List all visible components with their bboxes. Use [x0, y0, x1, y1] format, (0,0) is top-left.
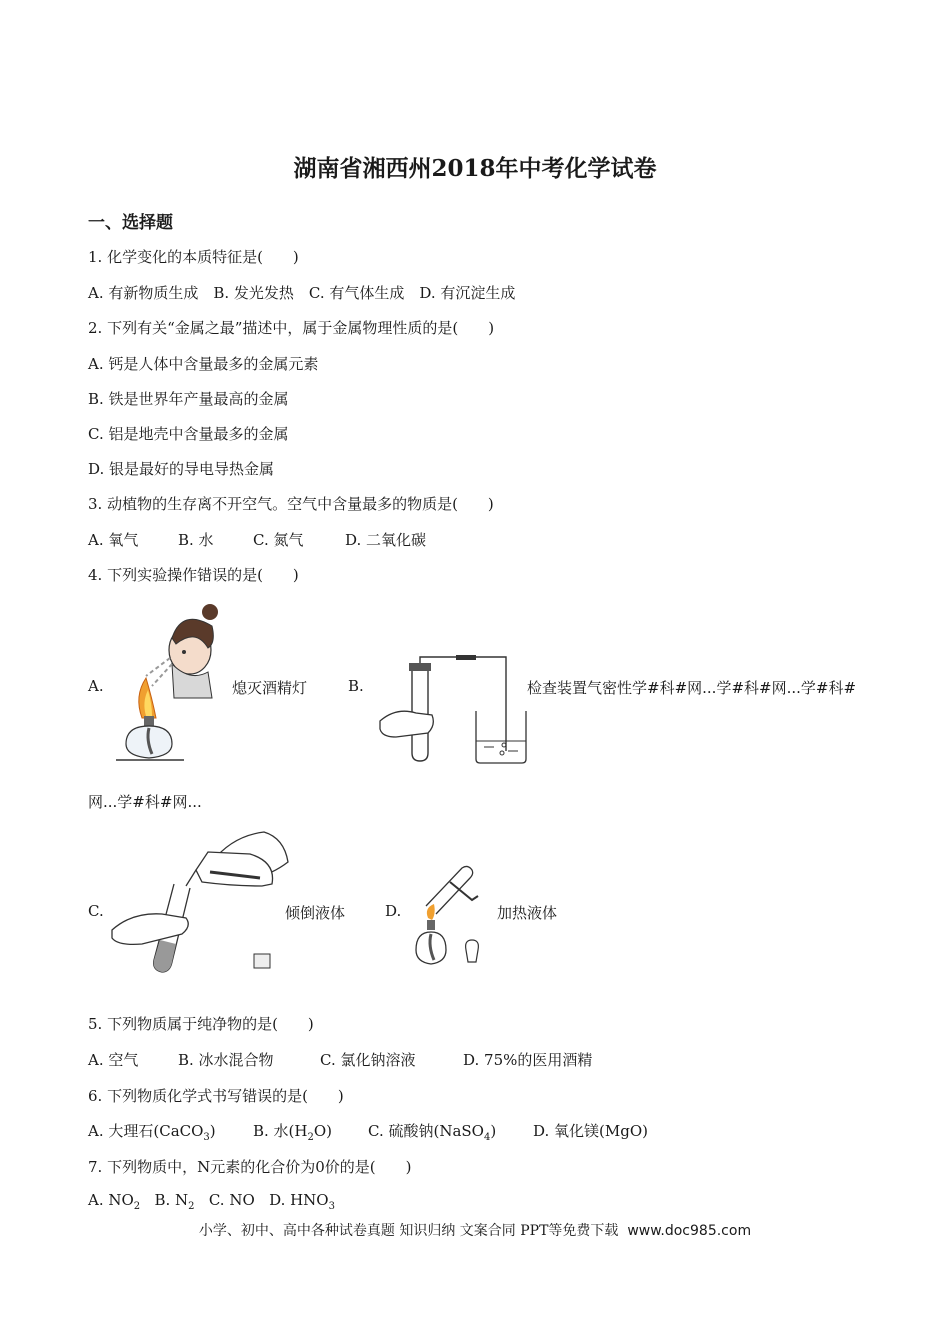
question-7-stem: 7. 下列物质中，N元素的化合价为0价的是( ): [88, 1158, 412, 1176]
question-6-option-a-end: ): [209, 1122, 216, 1140]
question-3-option-c: C. 氮气: [253, 531, 304, 549]
question-4-stem: 4. 下列实验操作错误的是( ): [88, 566, 299, 584]
section-heading: 一、选择题: [88, 213, 173, 233]
question-3-option-a: A. 氧气: [88, 531, 139, 549]
question-4-option-a-letter: A.: [88, 677, 104, 695]
question-6-option-b-end: O): [313, 1122, 333, 1140]
alcohol-lamp-blowing-illustration: [112, 598, 224, 766]
subscript: 3: [328, 1201, 335, 1212]
question-6-option-c: [368, 1120, 496, 1143]
question-4-option-d-text: 加热液体: [497, 904, 558, 922]
question-5-option-b: B. 冰水混合物: [178, 1051, 274, 1069]
question-6-option-a: [88, 1120, 216, 1143]
subscript: 2: [188, 1201, 195, 1212]
question-5-stem: 5. 下列物质属于纯净物的是( ): [88, 1015, 314, 1033]
question-3-option-b: B. 水: [178, 531, 214, 549]
question-2-stem: 2. 下列有关“金属之最”描述中，属于金属物理性质的是( ): [88, 319, 495, 337]
question-4-option-b-text-continued: 网...学#科#网...: [88, 793, 202, 811]
question-3-option-d: D. 二氧化碳: [345, 531, 427, 549]
question-6-option-a-text: A. 大理石(CaCO: [88, 1122, 204, 1140]
subscript: 4: [483, 1132, 491, 1143]
question-7-option-c: C. NO: [208, 1191, 255, 1209]
question-6-option-c-end: ): [490, 1122, 497, 1140]
question-4-option-c-text: 倾倒液体: [285, 904, 346, 922]
question-7-option-a: A. NO: [88, 1191, 134, 1209]
page-title: 湖南省湘西州2018年中考化学试卷: [293, 155, 657, 182]
question-4-option-b-text: 检查装置气密性学#科#网...学#科#网...学#科#: [527, 679, 857, 697]
subscript: 3: [203, 1132, 210, 1143]
question-7-options: [88, 1191, 335, 1212]
footer-url[interactable]: www.doc985.com: [627, 1223, 752, 1239]
question-7-option-b: B. N: [154, 1191, 189, 1209]
question-6-stem: 6. 下列物质化学式书写错误的是( ): [88, 1087, 344, 1105]
heating-liquid-illustration: [410, 862, 492, 974]
question-6-option-b-text: B. 水(H: [253, 1122, 308, 1140]
question-2-option-b: B. 铁是世界年产量最高的金属: [88, 390, 289, 408]
question-3-stem: 3. 动植物的生存离不开空气。空气中含量最多的物质是( ): [88, 495, 494, 513]
subscript: 2: [133, 1201, 141, 1212]
question-7-option-d: D. HNO: [269, 1191, 329, 1209]
question-5-option-c: C. 氯化钠溶液: [320, 1051, 416, 1069]
question-1-options: A. 有新物质生成 B. 发光发热 C. 有气体生成 D. 有沉淀生成: [88, 284, 516, 302]
subscript: 2: [307, 1132, 314, 1143]
question-6-option-d: D. 氧化镁(MgO): [533, 1122, 648, 1140]
question-1-stem: 1. 化学变化的本质特征是( ): [88, 248, 299, 266]
question-2-option-c: C. 铝是地壳中含量最多的金属: [88, 425, 289, 443]
question-4-option-b-letter: B.: [348, 677, 364, 695]
footer-text: 小学、初中、高中各种试卷真题 知识归纳 文案合同 PPT等免费下载: [198, 1223, 619, 1239]
question-6-option-c-text: C. 硫酸钠(NaSO: [368, 1122, 484, 1140]
airtightness-check-illustration: [376, 655, 526, 767]
question-2-option-a: A. 钙是人体中含量最多的金属元素: [88, 355, 319, 373]
question-6-option-b: [253, 1120, 332, 1143]
question-4-option-c-letter: C.: [88, 902, 104, 920]
question-2-option-d: D. 银是最好的导电导热金属: [88, 460, 275, 478]
question-5-option-d: D. 75%的医用酒精: [463, 1051, 593, 1069]
page-footer: [0, 1220, 950, 1240]
question-4-option-d-letter: D.: [385, 902, 402, 920]
pouring-liquid-illustration: [112, 822, 292, 977]
question-4-option-a-text: 熄灭酒精灯: [232, 679, 308, 697]
question-5-option-a: A. 空气: [88, 1051, 139, 1069]
